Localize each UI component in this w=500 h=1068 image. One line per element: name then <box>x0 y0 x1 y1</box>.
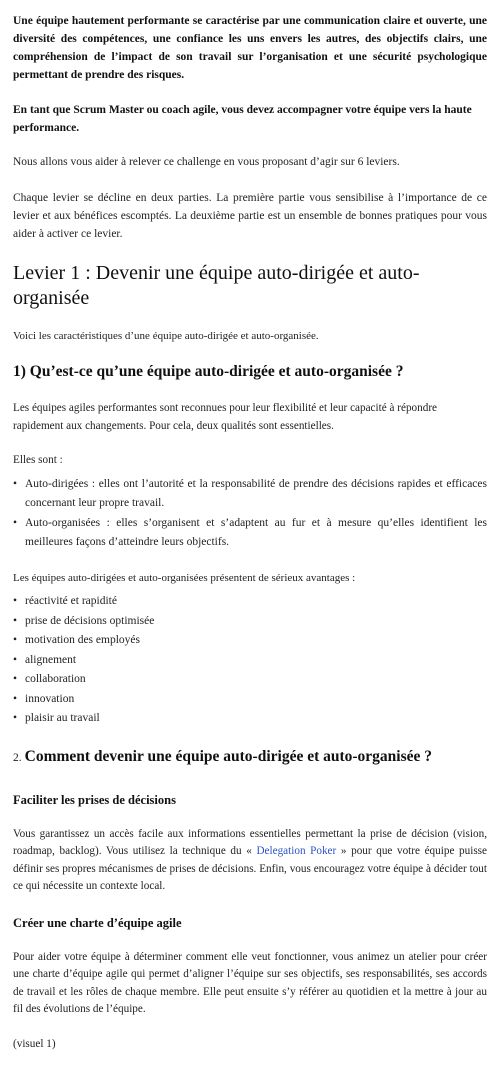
section-2-heading <box>13 747 487 767</box>
elles-sont-label: Elles sont : <box>13 454 63 466</box>
section-1-heading: 1) Qu’est-ce qu’une équipe auto-dirigée et auto-organisée ? <box>13 363 404 380</box>
list-item: • Auto-dirigées : elles ont l’autorité et la responsabilité de prendre des décisions rapides et efficaces concernant leur propre travail. <box>25 475 487 514</box>
lever-1-heading: Levier 1 : Devenir une équipe auto-dirigée et auto-organisée <box>13 261 420 309</box>
list-item: • Auto-organisées : elles s’organisent et s’adaptent au fur et à mesure qu’elles identifient les meilleures façons d’atteindre leurs objectifs. <box>25 514 487 553</box>
section-1-paragraph: Les équipes agiles performantes sont reconnues pour leur flexibilité et leur capacité à répondre rapidement aux changements. Pour cela, deux qualités sont essentielles. <box>13 402 438 432</box>
list-item: • motivation des employés <box>25 631 487 651</box>
intro-paragraph-2: En tant que Scrum Master ou coach agile, vous devez accompagner votre équipe vers la haute performance. <box>13 104 472 134</box>
list-item: • innovation <box>25 690 487 710</box>
qualities-list <box>13 475 487 553</box>
intro-paragraph-3: Nous allons vous aider à relever ce challenge en vous proposant d’agir sur 6 leviers. <box>13 156 400 168</box>
section-2-number: 2. <box>13 751 22 764</box>
subsection-charter-paragraph: Pour aider votre équipe à déterminer comment elle veut fonctionner, vous animez un atelier pour créer une charte d’équipe agile qui permet d’aligner l’équipe sur ses objectifs, ses responsabilités, ses accords de travail et les rôles de chaque membre. Elle peut ensuite s’y référer au quotidien et la mettre à jour au fil des évolutions de l’équipe. <box>13 950 487 1016</box>
intro-paragraph-1: Une équipe hautement performante se caractérise par une communication claire et ouverte, une diversité des compétences, une confiance les uns envers les autres, des objectifs clairs, une compréhension de l’impact de son travail sur l’organisation et une sécurité psychologique permettant de prendre des risques. <box>13 15 487 81</box>
lever-1-intro: Voici les caractéristiques d’une équipe auto-dirigée et auto-organisée. <box>13 329 319 342</box>
subsection-charter-heading: Créer une charte d’équipe agile <box>13 915 182 930</box>
list-item: • plaisir au travail <box>25 709 487 729</box>
visual-caption: (visuel 1) <box>13 1037 56 1050</box>
section-2-title: Comment devenir une équipe auto-dirigée et auto-organisée ? <box>24 747 433 765</box>
advantages-list <box>13 592 487 729</box>
advantages-intro: Les équipes auto-dirigées et auto-organisées présentent de sérieux avantages : <box>13 571 356 584</box>
subsection-decisions-heading: Faciliter les prises de décisions <box>13 792 176 807</box>
intro-paragraph-4: Chaque levier se décline en deux parties. La première partie vous sensibilise à l’importance de ce levier et aux bénéfices escomptés. La deuxième partie est un ensemble de bonnes pratiques pour vous aider à activer ce levier. <box>13 191 487 240</box>
list-item: • alignement <box>25 651 487 671</box>
decisions-text-before: Vous garantissez un accès facile aux informations essentielles permettant la prise de décision (vision, roadmap, backlog). Vous utilisez la technique du « <box>13 827 487 858</box>
delegation-poker-link[interactable]: Delegation Poker <box>256 845 337 858</box>
list-item: • prise de décisions optimisée <box>25 612 487 632</box>
list-item: • collaboration <box>25 670 487 690</box>
list-item: • réactivité et rapidité <box>25 592 487 612</box>
decisions-text-after: » pour que votre équipe puisse définir ses propres mécanismes de prises de décisions. Enfin, vous encouragez votre équipe à décider tout ce qui nécessite un contexte local. <box>13 845 488 893</box>
subsection-decisions-paragraph <box>13 826 487 896</box>
